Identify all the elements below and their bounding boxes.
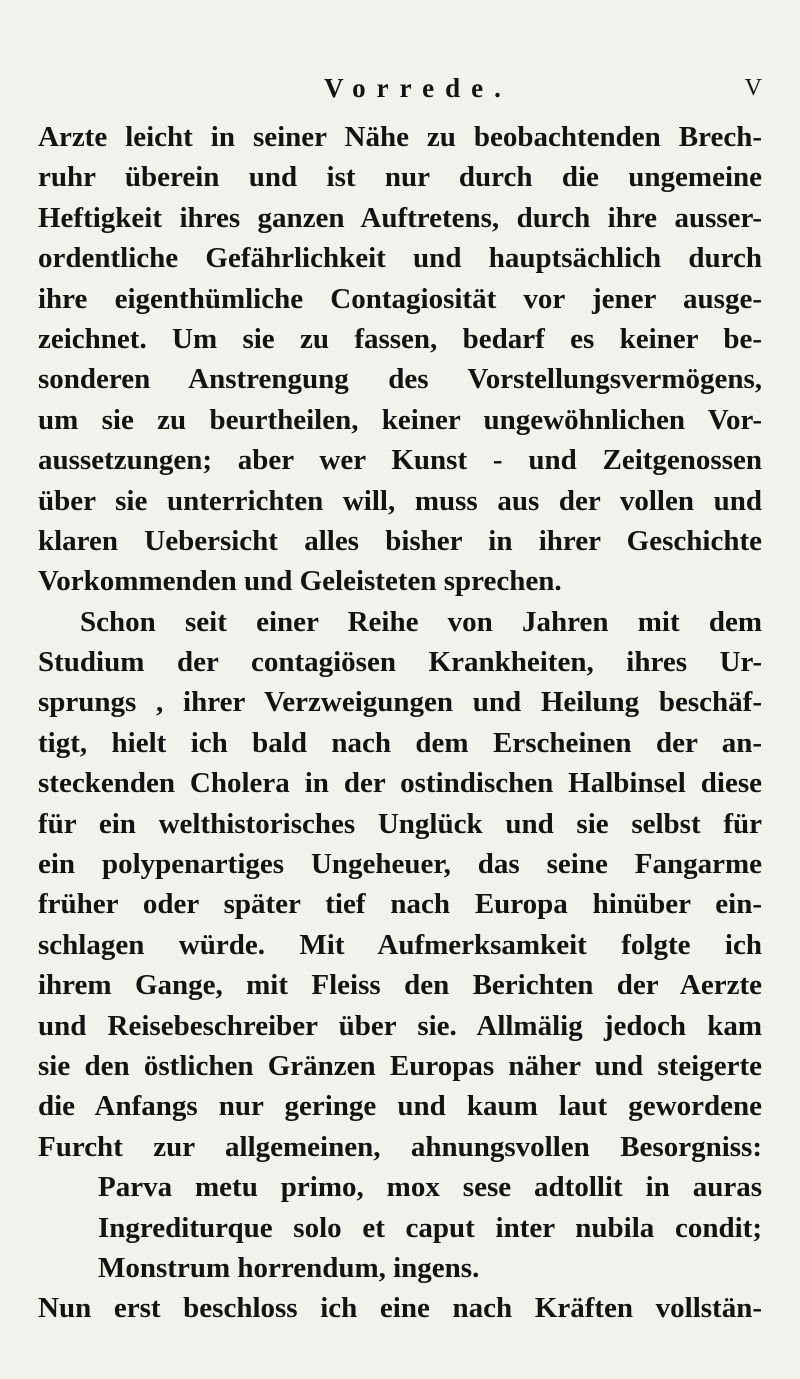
- text-line: steckenden Cholera in der ostindischen Halbinsel diese: [38, 767, 762, 800]
- text-line: sprungs , ihrer Verzweigungen und Heilung beschäf-: [38, 686, 762, 719]
- text-line: ordentliche Gefährlichkeit und hauptsächlich durch: [38, 242, 762, 275]
- page-number: V: [744, 75, 762, 101]
- text-line: für ein welthistorisches Unglück und sie selbst für: [38, 807, 762, 840]
- text-line: Arzte leicht in seiner Nähe zu beobachtenden Brech-: [38, 121, 762, 153]
- text-line: und Reisebeschreiber über sie. Allmälig jedoch kam: [38, 1009, 762, 1042]
- text-line: ruhr überein und ist nur durch die ungemeine: [38, 161, 762, 194]
- text-line: die Anfangs nur geringe und kaum laut gewordene: [38, 1090, 762, 1123]
- text-line: sonderen Anstrengung des Vorstellungsvermögens,: [38, 363, 762, 396]
- verse-line: Monstrum horrendum, ingens.: [98, 1251, 480, 1284]
- body-text: [38, 117, 762, 1329]
- paragraph-start-line: Schon seit einer Reihe von Jahren mit dem: [80, 605, 762, 638]
- text-line: zeichnet. Um sie zu fassen, bedarf es keiner be-: [38, 322, 762, 355]
- text-line: schlagen würde. Mit Aufmerksamkeit folgte ich: [38, 928, 762, 961]
- verse-line: Ingrediturque solo et caput inter nubila condit;: [98, 1211, 762, 1244]
- text-line: Heftigkeit ihres ganzen Auftretens, durch ihre ausser-: [38, 201, 762, 234]
- text-line: Furcht zur allgemeinen, ahnungsvollen Besorgniss:: [38, 1130, 762, 1163]
- paragraph-end-line: Vorkommenden und Geleisteten sprechen.: [38, 565, 562, 598]
- text-line: ihre eigenthümliche Contagiosität vor jener ausge-: [38, 282, 762, 315]
- text-line: klaren Uebersicht alles bisher in ihrer Geschichte: [38, 524, 762, 557]
- text-line: ihrem Gange, mit Fleiss den Berichten der Aerzte: [38, 969, 762, 1002]
- text-line: Studium der contagiösen Krankheiten, ihres Ur-: [38, 646, 762, 679]
- text-line: früher oder später tief nach Europa hinüber ein-: [38, 888, 762, 921]
- running-title: Vorrede.: [324, 73, 512, 103]
- text-line: sie den östlichen Gränzen Europas näher und steigerte: [38, 1049, 762, 1082]
- verse-line: Parva metu primo, mox sese adtollit in auras: [98, 1171, 762, 1204]
- text-line: ein polypenartiges Ungeheuer, das seine Fangarme: [38, 848, 762, 881]
- text-line: Nun erst beschloss ich eine nach Kräften vollstän-: [38, 1292, 762, 1325]
- text-line: aussetzungen; aber wer Kunst - und Zeitgenossen: [38, 444, 762, 477]
- page-header: [40, 68, 762, 108]
- text-line: über sie unterrichten will, muss aus der vollen und: [38, 484, 762, 517]
- text-line: tigt, hielt ich bald nach dem Erscheinen der an-: [38, 726, 762, 759]
- text-line: um sie zu beurtheilen, keiner ungewöhnlichen Vor-: [38, 403, 762, 436]
